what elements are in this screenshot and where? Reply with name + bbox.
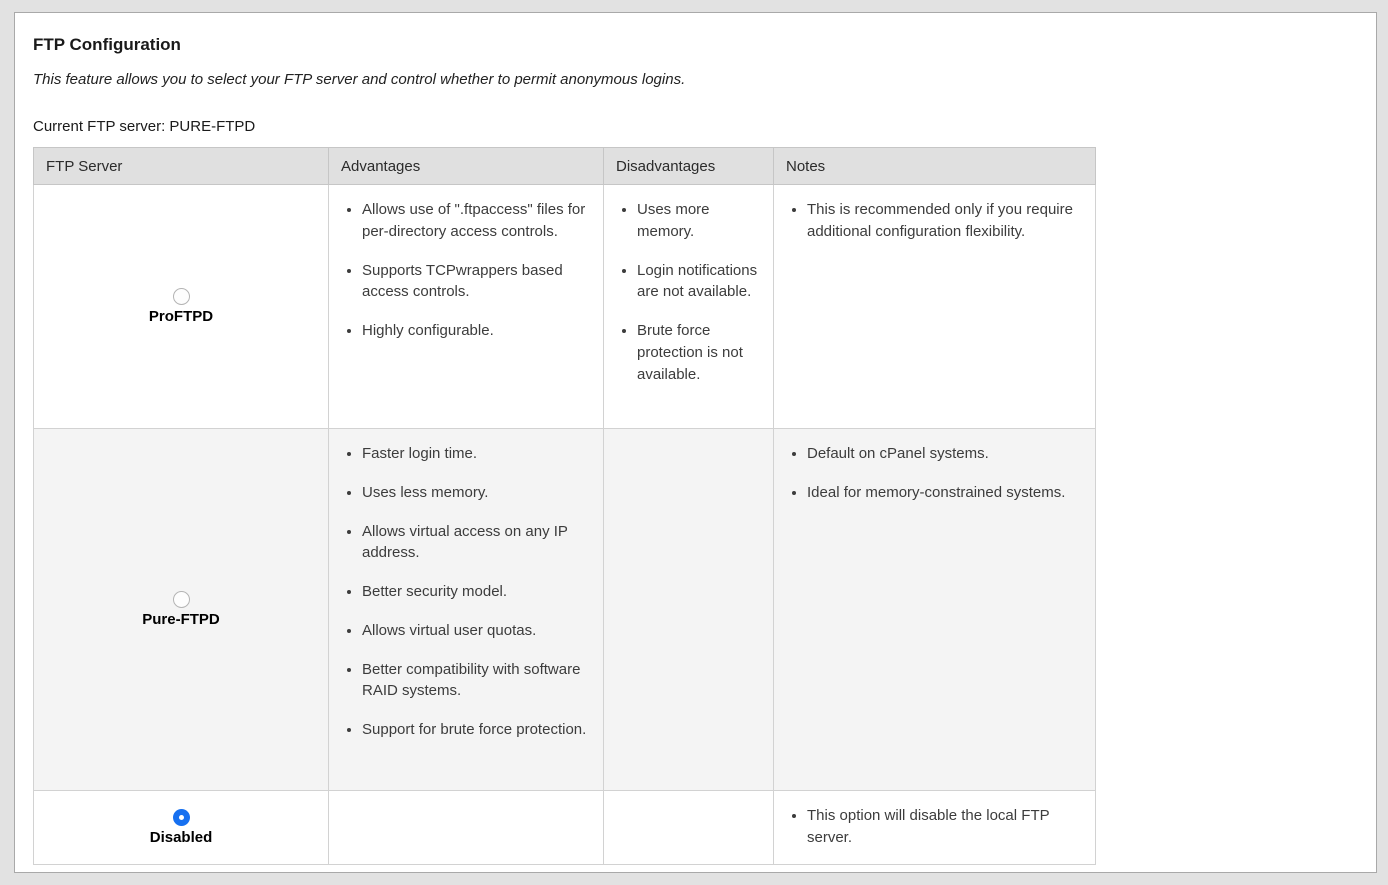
notes-list	[788, 805, 1081, 849]
header-ftp-server: FTP Server	[34, 148, 329, 185]
notes-item: • This is recommended only if you require additional configuration flexibility.	[807, 199, 1081, 243]
disadvantages-item: • Uses more memory.	[637, 199, 759, 243]
notes-cell	[774, 185, 1096, 429]
advantages-item: • Uses less memory.	[362, 482, 589, 504]
radio-proftpd[interactable]	[173, 288, 190, 305]
table-header-row	[34, 148, 1096, 185]
advantages-item: • Highly configurable.	[362, 320, 589, 342]
notes-item: • This option will disable the local FTP server.	[807, 805, 1081, 849]
advantages-item: • Allows use of ".ftpaccess" files for per-directory access controls.	[362, 199, 589, 243]
notes-item: • Default on cPanel systems.	[807, 443, 1081, 465]
disadvantages-item: • Login notifications are not available.	[637, 260, 759, 304]
advantages-cell	[329, 429, 604, 791]
notes-list	[788, 443, 1081, 504]
server-name-label: Disabled	[149, 829, 213, 846]
radio-pure-ftpd[interactable]	[173, 591, 190, 608]
advantages-item: • Better security model.	[362, 581, 589, 603]
page-subtitle: This feature allows you to select your FTP server and control whether to permit anonymous logins.	[33, 71, 686, 88]
table-row	[34, 185, 1096, 429]
radio-disabled[interactable]	[173, 809, 190, 826]
header-notes: Notes	[774, 148, 1096, 185]
server-option-cell	[34, 185, 329, 429]
advantages-item: • Support for brute force protection.	[362, 719, 589, 741]
advantages-item: • Supports TCPwrappers based access controls.	[362, 260, 589, 304]
server-name-label: Pure-FTPD	[142, 611, 220, 628]
disadvantages-cell	[604, 185, 774, 429]
server-radio-group	[48, 288, 314, 325]
server-option-cell	[34, 791, 329, 865]
disadvantages-item: • Brute force protection is not available.	[637, 320, 759, 385]
advantages-cell	[329, 791, 604, 865]
advantages-list	[343, 443, 589, 741]
notes-cell	[774, 791, 1096, 865]
advantages-item: • Allows virtual user quotas.	[362, 620, 589, 642]
server-radio-group	[48, 591, 314, 628]
page-title: FTP Configuration	[33, 35, 181, 54]
advantages-item: • Better compatibility with software RAID systems.	[362, 659, 589, 703]
server-name-label: ProFTPD	[148, 308, 214, 325]
disadvantages-cell	[604, 429, 774, 791]
table-row	[34, 791, 1096, 865]
advantages-item: • Faster login time.	[362, 443, 589, 465]
advantages-item: • Allows virtual access on any IP address.	[362, 521, 589, 565]
ftp-server-table	[33, 147, 1096, 865]
server-radio-group	[48, 809, 314, 846]
advantages-list	[343, 199, 589, 342]
disadvantages-cell	[604, 791, 774, 865]
ftp-configuration-panel	[14, 12, 1377, 873]
current-ftp-server-text: Current FTP server: PURE-FTPD	[33, 118, 256, 135]
advantages-cell	[329, 185, 604, 429]
notes-item: • Ideal for memory-constrained systems.	[807, 482, 1081, 504]
notes-list	[788, 199, 1081, 243]
header-advantages: Advantages	[329, 148, 604, 185]
disadvantages-list	[618, 199, 759, 385]
table-row	[34, 429, 1096, 791]
panel-content	[15, 13, 1376, 873]
server-option-cell	[34, 429, 329, 791]
header-disadvantages: Disadvantages	[604, 148, 774, 185]
notes-cell	[774, 429, 1096, 791]
